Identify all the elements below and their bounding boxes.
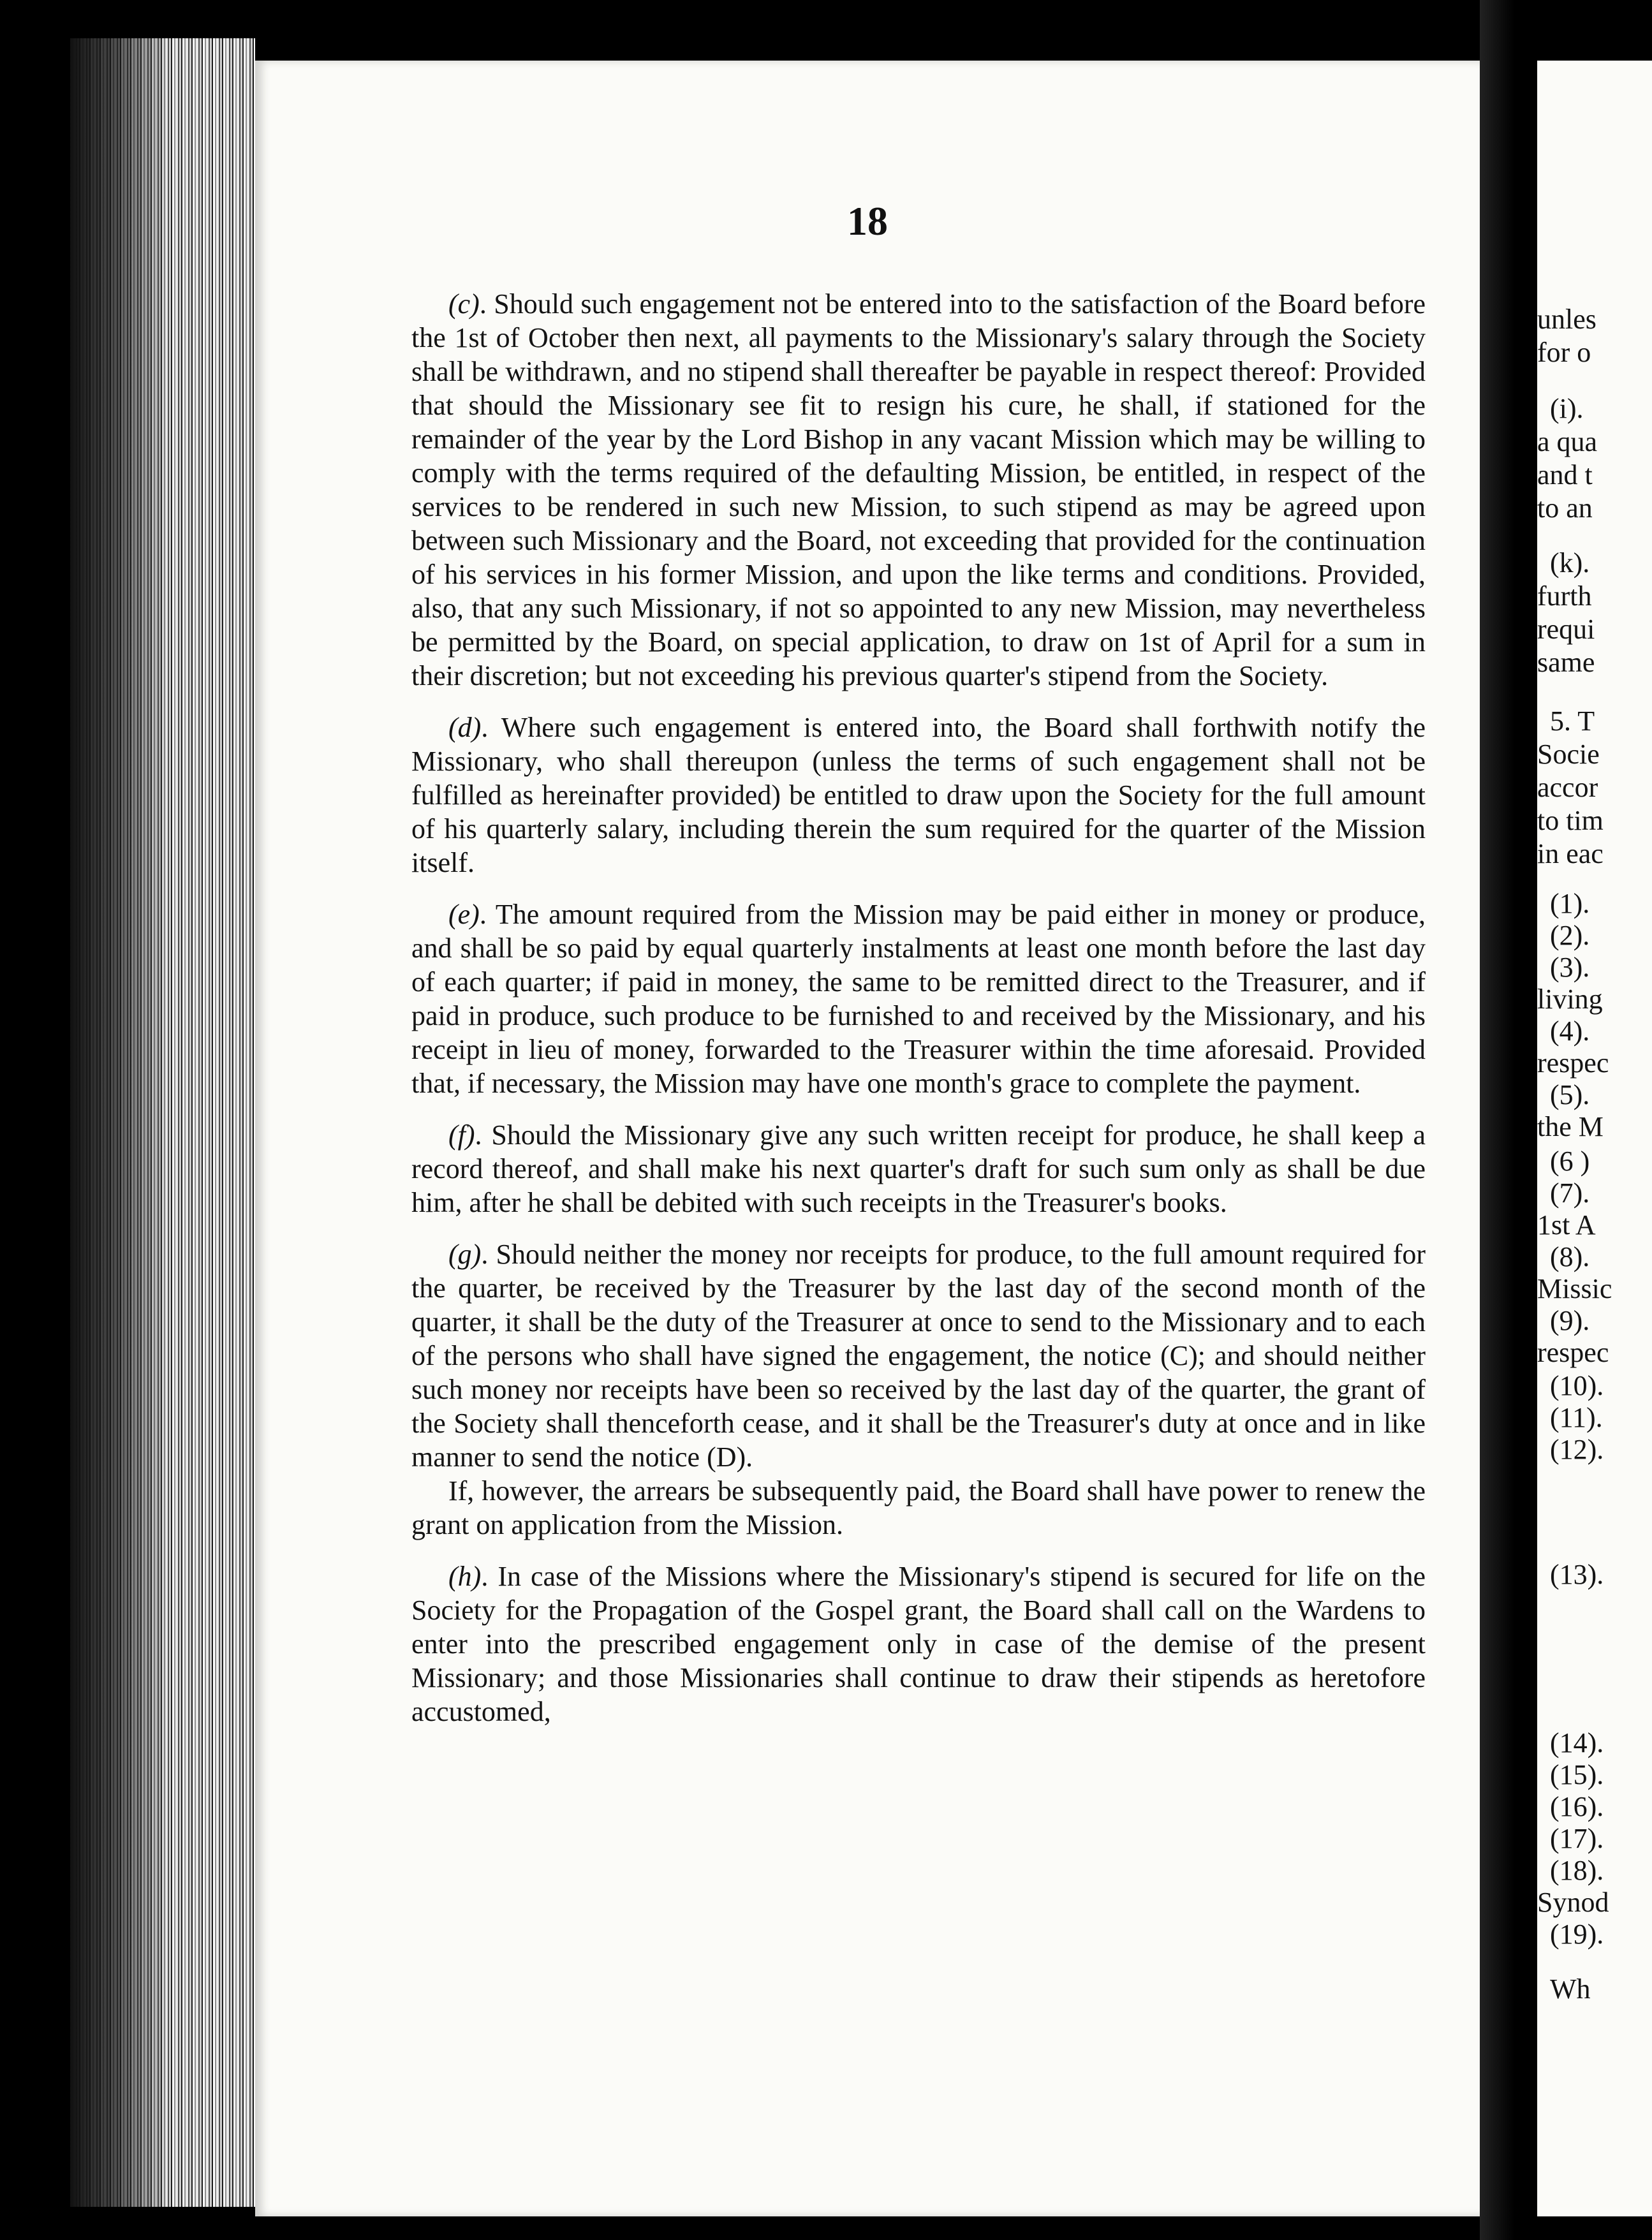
paragraph-marker: (e): [448, 899, 480, 930]
facing-page: [1537, 61, 1652, 2216]
paragraph-marker: (d): [448, 712, 482, 743]
facing-fragment: (11).: [1550, 1402, 1603, 1433]
facing-fragment: (5).: [1550, 1079, 1590, 1110]
facing-fragment: (i).: [1550, 393, 1584, 424]
left-page: [255, 61, 1480, 2216]
facing-fragment: respec: [1537, 1337, 1609, 1368]
facing-fragment: (8).: [1550, 1241, 1590, 1272]
facing-fragment: (16).: [1550, 1791, 1604, 1822]
facing-fragment: furth: [1537, 580, 1592, 612]
facing-fragment: (k).: [1550, 547, 1590, 578]
paragraph-marker: (c): [448, 288, 480, 320]
paragraph-marker: (g): [448, 1239, 482, 1270]
facing-fragment: Synod: [1537, 1887, 1609, 1918]
facing-fragment: accor: [1537, 772, 1598, 803]
facing-fragment: (4).: [1550, 1015, 1590, 1047]
facing-fragment: Socie: [1537, 739, 1600, 770]
facing-fragment: (10).: [1550, 1370, 1604, 1401]
facing-fragment: 1st A: [1537, 1209, 1596, 1241]
paragraph-d: [411, 711, 1426, 880]
paragraph-text: If, however, the arrears be subsequently paid, the Board shall have power to renew the grant on application from the Mission.: [411, 1475, 1426, 1540]
paragraph-text: . Should the Missionary give any such written receipt for produce, he shall keep a record thereof, and shall make his next quarter's draft for such sum only as shall be due him, after he shall be debited with such receipts in the Treasurer's books.: [411, 1119, 1426, 1218]
facing-fragment: Wh: [1550, 1973, 1591, 2005]
book-gutter: [1480, 0, 1537, 2240]
paragraph-text: . In case of the Missions where the Missionary's stipend is secured for life on the Society for the Propagation of the Gospel grant, the Board shall call on the Wardens to enter into the prescribed engagement only in case of the demise of the present Missionary; and those Missionaries shall continue to draw their stipends as heretofore accustomed,: [411, 1561, 1426, 1727]
facing-fragment: Missic: [1537, 1273, 1612, 1304]
facing-fragment: living: [1537, 984, 1603, 1015]
facing-fragment: same: [1537, 647, 1595, 678]
facing-fragment: a qua: [1537, 426, 1598, 457]
facing-fragment: (1).: [1550, 888, 1590, 919]
facing-fragment: in eac: [1537, 838, 1604, 869]
paragraph-e: [411, 897, 1426, 1100]
facing-fragment: (19).: [1550, 1919, 1604, 1950]
paragraph-f: [411, 1118, 1426, 1219]
facing-fragment: for o: [1537, 337, 1591, 368]
facing-fragment: (13).: [1550, 1559, 1604, 1590]
page-number: 18: [847, 198, 888, 244]
paragraph-text: . Where such engagement is entered into, the Board shall forthwith notify the Missionary, who shall thereupon (unless the terms of such engagement shall not be fulfilled as hereinafter provided) be entitled to draw upon the Society for the full amount of his quarterly salary, including therein the sum required for the quarter of the Mission itself.: [411, 712, 1426, 878]
fore-edge-shadow: [70, 38, 166, 2207]
paragraph-text: . Should such engagement not be entered into to the satisfaction of the Board before the 1st of October then next, all payments to the Missionary's salary through the Society shall be withdrawn, and no stipend shall thereafter be payable in respect thereof: Provided that should the Missionary see fit to resign his cure, he shall, if stationed for the remainder of the year by the Lord Bishop in any vacant Mission which may be willing to comply with the terms required of the defaulting Mission, be entitled, in respect of the services to be rendered in such new Mission, to such stipend as may be agreed upon between such Missionary and the Board, not exceeding that provided for the continuation of his services in his former Mission, and upon the like terms and conditions. Provided, also, that any such Missionary, if not so appointed to any new Mission, may nevertheless be permitted by the Board, on special application, to draw on 1st of April for a sum in their discretion; but not exceeding his previous quarter's stipend from the Society.: [411, 288, 1426, 691]
facing-fragment: (2).: [1550, 920, 1590, 951]
facing-fragment: (9).: [1550, 1305, 1590, 1336]
facing-fragment: (7).: [1550, 1177, 1590, 1209]
facing-fragment: requi: [1537, 614, 1595, 645]
facing-fragment: (3).: [1550, 952, 1590, 983]
paragraph-marker: (h): [448, 1561, 482, 1592]
paragraph-marker: (f): [448, 1119, 475, 1151]
paragraph-c: [411, 287, 1426, 693]
paragraph-h: [411, 1559, 1426, 1728]
page-body: [411, 287, 1426, 1728]
facing-fragment: (15).: [1550, 1759, 1604, 1790]
paragraph-text: . Should neither the money nor receipts for produce, to the full amount required for the quarter, be received by the Treasurer by the last day of the second month of the quarter, it shall be the duty of the Treasurer at once to send to the Missionary and to each of the persons who shall have signed the engagement, the notice (C); and should neither such money nor receipts have been so received by the last day of the quarter, the grant of the Society shall thenceforth cease, and it shall be the Treasurer's duty at once and in like manner to send the notice (D).: [411, 1239, 1426, 1473]
facing-fragment: respec: [1537, 1047, 1609, 1079]
paragraph-text: . The amount required from the Mission may be paid either in money or produce, and shall be so paid by equal quarterly instalments at least one month before the last day of each quarter; if paid in money, the same to be remitted direct to the Treasurer, and if paid in produce, such produce to be furnished to and received by the Missionary, and his receipt in lieu of money, forwarded to the Treasurer within the time aforesaid. Provided that, if necessary, the Mission may have one month's grace to complete the payment.: [411, 899, 1426, 1099]
facing-fragment: (18).: [1550, 1855, 1604, 1886]
facing-fragment: (14).: [1550, 1727, 1604, 1758]
facing-fragment: (12).: [1550, 1434, 1604, 1465]
facing-fragment: unles: [1537, 304, 1597, 335]
facing-fragment: (17).: [1550, 1823, 1604, 1854]
facing-fragment: (6 ): [1550, 1146, 1590, 1177]
paragraph-arrears: [411, 1474, 1426, 1542]
facing-fragment: to tim: [1537, 805, 1604, 836]
facing-fragment: 5. T: [1550, 705, 1595, 737]
paragraph-g: [411, 1237, 1426, 1474]
facing-fragment: the M: [1537, 1111, 1604, 1142]
facing-fragment: and t: [1537, 459, 1593, 490]
facing-fragment: to an: [1537, 492, 1593, 524]
